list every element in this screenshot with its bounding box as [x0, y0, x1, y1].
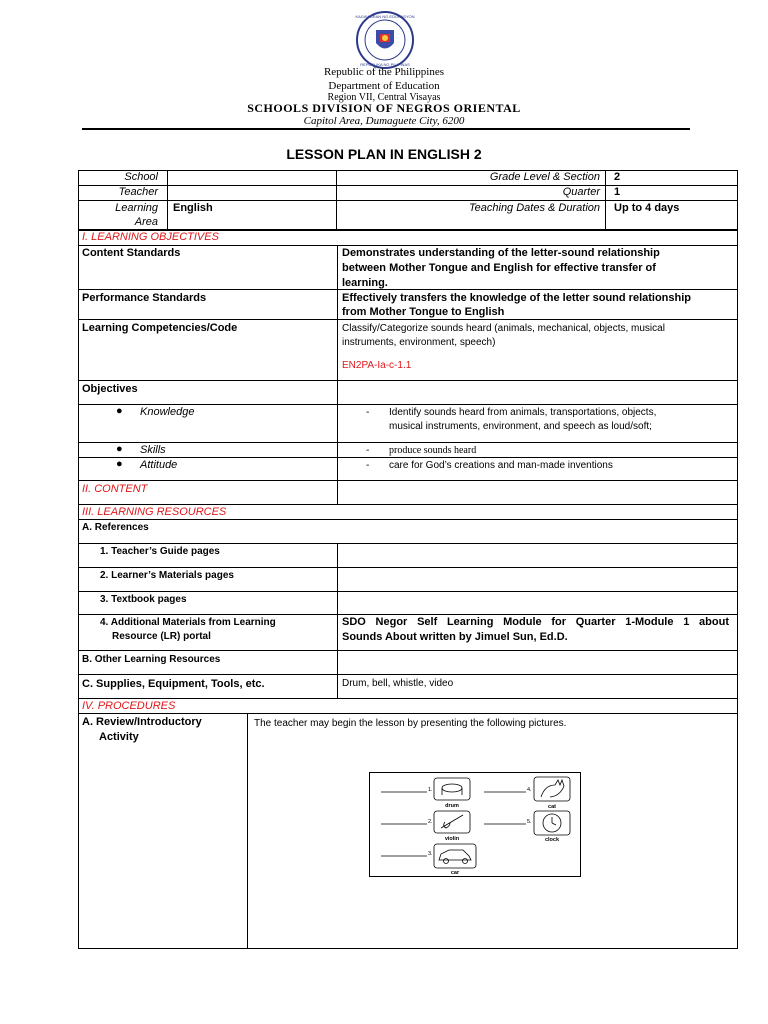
header-address: Capitol Area, Dumaguete City, 6200 — [303, 115, 465, 127]
review-activity-text: The teacher may begin the lesson by presenting the following pictures. — [254, 718, 567, 729]
worksheet-word-violin: violin — [444, 836, 460, 842]
objectives-heading: I. LEARNING OBJECTIVES — [82, 231, 219, 243]
header-region: Region VII, Central Visayas — [327, 92, 441, 103]
learners-materials-label: 2. Learner’s Materials pages — [100, 570, 234, 581]
knowledge-dash: - — [366, 407, 370, 418]
competencies-line-2: instruments, environment, speech) — [342, 337, 496, 348]
header-department: Department of Education — [328, 80, 440, 92]
content-standards-label: Content Standards — [82, 247, 181, 259]
content-standards-line-1: Demonstrates understanding of the letter-sound relationship — [342, 247, 660, 259]
worksheet-number-5: 5. — [527, 819, 532, 825]
school-label: School — [124, 171, 158, 183]
content-standards-line-3: learning. — [342, 277, 388, 289]
teachers-guide-label: 1. Teacher’s Guide pages — [100, 546, 220, 557]
textbook-label: 3. Textbook pages — [100, 594, 187, 605]
worksheet-word-cat: cat — [548, 804, 556, 810]
worksheet-number-3: 3. — [428, 851, 433, 857]
learning-area-value: English — [173, 202, 213, 214]
references-label: A. References — [82, 522, 149, 533]
knowledge-line-2: musical instruments, environment, and speech as loud/soft; — [389, 421, 652, 432]
grade-value: 2 — [614, 171, 621, 183]
knowledge-line-1: Identify sounds heard from animals, transportations, objects, — [389, 407, 657, 418]
quarter-label: Quarter — [562, 186, 600, 198]
header-rule — [82, 128, 690, 130]
seal-text-bottom: REPUBLIKA NG PILIPINAS — [360, 62, 410, 67]
seal-text-top: KAGAWARAN NG EDUKASYON — [355, 14, 415, 19]
learning-area-label-2: Area — [134, 216, 158, 228]
worksheet-word-drum: drum — [445, 803, 459, 809]
competencies-line-1: Classify/Categorize sounds heard (animals, mechanical, objects, musical — [342, 323, 665, 334]
header-division: SCHOOLS DIVISION OF NEGROS ORIENTAL — [247, 101, 521, 115]
header-republic: Republic of the Philippines — [323, 66, 445, 78]
resources-heading: III. LEARNING RESOURCES — [82, 506, 227, 518]
competencies-code: EN2PA-Ia-c-1.1 — [342, 360, 412, 371]
additional-materials-value-2: Sounds About written by Jimuel Sun, Ed.D. — [342, 631, 568, 643]
content-standards-line-2: between Mother Tongue and English for effective transfer of — [342, 262, 656, 274]
dates-value: Up to 4 days — [614, 202, 680, 214]
content-heading: II. CONTENT — [82, 483, 148, 495]
skills-label: Skills — [140, 444, 166, 456]
supplies-value: Drum, bell, whistle, video — [342, 678, 454, 689]
competencies-label: Learning Competencies/Code — [82, 322, 238, 334]
procedures-heading: IV. PROCEDURES — [82, 700, 176, 712]
teacher-label: Teacher — [118, 186, 158, 198]
objectives-label: Objectives — [82, 383, 138, 395]
grade-label: Grade Level & Section — [489, 171, 600, 183]
worksheet-number-2: 2. — [428, 819, 433, 825]
review-activity-line-1: A. Review/Introductory — [82, 716, 202, 728]
dates-label: Teaching Dates & Duration — [468, 202, 600, 214]
attitude-label: Attitude — [140, 459, 178, 471]
worksheet-word-clock: clock — [544, 837, 560, 843]
additional-materials-value-1: SDO Negor Self Learning Module for Quarter 1-Module 1 about — [342, 616, 729, 628]
deped-seal — [350, 10, 420, 70]
additional-materials-line-1: 4. Additional Materials from Learning — [100, 617, 276, 628]
knowledge-label: Knowledge — [140, 406, 195, 418]
attitude-dash: - — [366, 460, 370, 471]
worksheet-number-1: 1. — [428, 787, 433, 793]
additional-materials-line-2: Resource (LR) portal — [112, 631, 211, 642]
performance-standards-line-1: Effectively transfers the knowledge of the letter sound relationship — [342, 292, 692, 304]
performance-standards-line-2: from Mother Tongue to English — [342, 306, 505, 318]
attitude-bullet: ● — [116, 458, 123, 470]
performance-standards-label: Performance Standards — [82, 292, 207, 304]
attitude-value: care for God’s creations and man-made inventions — [389, 460, 613, 471]
worksheet-word-car: car — [450, 870, 460, 876]
worksheet-number-4: 4. — [527, 787, 532, 793]
other-resources-label: B. Other Learning Resources — [82, 654, 221, 665]
skills-value: produce sounds heard — [389, 445, 477, 456]
supplies-label: C. Supplies, Equipment, Tools, etc. — [82, 678, 265, 690]
knowledge-bullet: ● — [116, 405, 123, 417]
learning-area-label-1: Learning — [115, 202, 158, 214]
skills-dash: - — [366, 445, 370, 456]
page-title: LESSON PLAN IN ENGLISH 2 — [286, 146, 482, 162]
quarter-value: 1 — [614, 186, 621, 198]
skills-bullet: ● — [116, 443, 123, 455]
sounds-worksheet-picture — [369, 772, 581, 877]
review-activity-line-2: Activity — [99, 731, 139, 743]
